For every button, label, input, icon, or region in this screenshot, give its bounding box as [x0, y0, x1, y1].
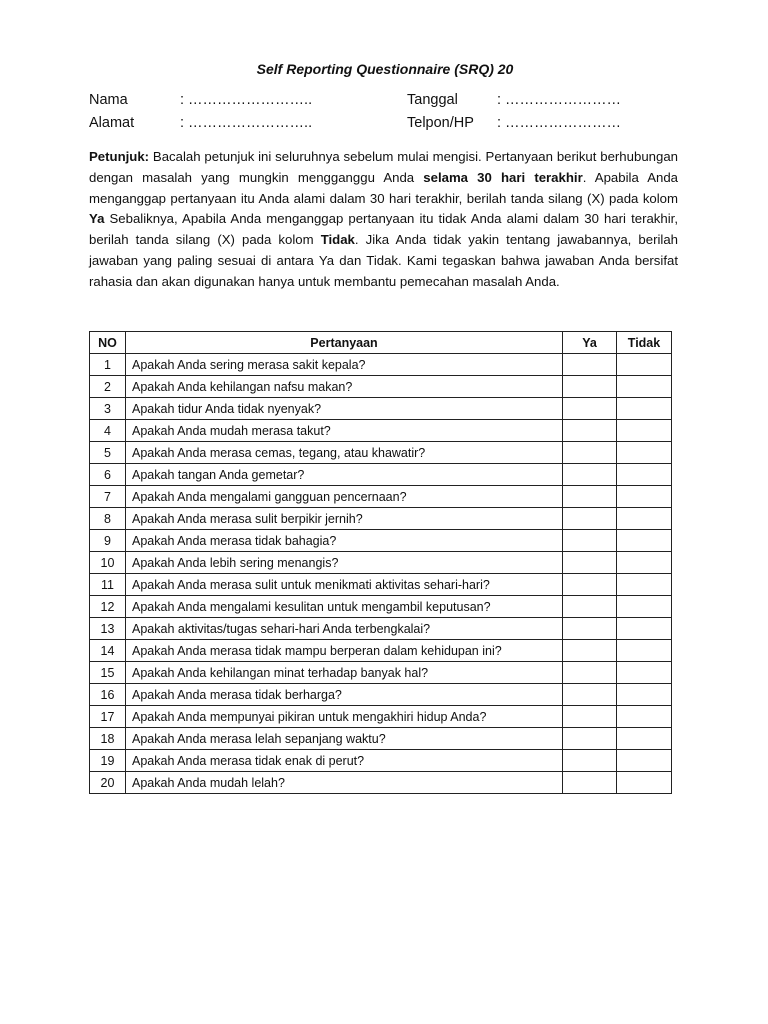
answer-ya-cell[interactable]: [563, 420, 617, 442]
table-row: [90, 750, 672, 772]
row-question: Apakah Anda kehilangan nafsu makan?: [126, 376, 563, 398]
table-row: [90, 574, 672, 596]
row-question: Apakah Anda mengalami kesulitan untuk mengambil keputusan?: [126, 596, 563, 618]
table-row: [90, 618, 672, 640]
answer-ya-cell[interactable]: [563, 442, 617, 464]
row-number: 3: [90, 398, 126, 420]
answer-tidak-cell[interactable]: [617, 508, 672, 530]
answer-tidak-cell[interactable]: [617, 574, 672, 596]
answer-ya-cell[interactable]: [563, 706, 617, 728]
table-row: [90, 508, 672, 530]
tanggal-field[interactable]: : ……………………: [497, 92, 622, 108]
instructions-lead: Petunjuk:: [89, 149, 150, 164]
table-row: [90, 728, 672, 750]
instructions-text-4: . Jika Anda tidak yakin tentang jawabannya, berilah jawaban yang paling sesuai di antara Ya dan Tidak. Kami tegaskan bahwa jawaban Anda bersifat rahasia dan akan digunakan hanya untuk membantu pemecahan masalah Anda.: [89, 232, 678, 289]
row-number: 17: [90, 706, 126, 728]
instructions-emphasis-tidak: Tidak: [320, 232, 355, 248]
answer-tidak-cell[interactable]: [617, 442, 672, 464]
row-question: Apakah aktivitas/tugas sehari-hari Anda terbengkalai?: [126, 618, 563, 640]
row-number: 18: [90, 728, 126, 750]
row-number: 5: [90, 442, 126, 464]
answer-tidak-cell[interactable]: [617, 618, 672, 640]
row-number: 15: [90, 662, 126, 684]
table-row: [90, 464, 672, 486]
header-no: NO: [90, 332, 126, 354]
answer-ya-cell[interactable]: [563, 486, 617, 508]
row-question: Apakah Anda mengalami gangguan pencernaan?: [126, 486, 563, 508]
row-question: Apakah Anda merasa tidak bahagia?: [126, 530, 563, 552]
row-number: 13: [90, 618, 126, 640]
row-question: Apakah tidur Anda tidak nyenyak?: [126, 398, 563, 420]
page-title: Self Reporting Questionnaire (SRQ) 20: [256, 61, 514, 77]
telpon-field[interactable]: : ……………………: [497, 115, 622, 131]
row-number: 16: [90, 684, 126, 706]
table-body: [90, 354, 672, 794]
answer-tidak-cell[interactable]: [617, 530, 672, 552]
instructions-emphasis-period: selama 30 hari terakhir: [423, 169, 583, 185]
answer-ya-cell[interactable]: [563, 728, 617, 750]
row-question: Apakah Anda merasa tidak mampu berperan dalam kehidupan ini?: [126, 640, 563, 662]
row-number: 14: [90, 640, 126, 662]
answer-ya-cell[interactable]: [563, 684, 617, 706]
row-question: Apakah Anda merasa tidak enak di perut?: [126, 750, 563, 772]
row-number: 6: [90, 464, 126, 486]
answer-tidak-cell[interactable]: [617, 750, 672, 772]
table-row: [90, 398, 672, 420]
row-question: Apakah Anda lebih sering menangis?: [126, 552, 563, 574]
answer-ya-cell[interactable]: [563, 464, 617, 486]
answer-tidak-cell[interactable]: [617, 728, 672, 750]
answer-tidak-cell[interactable]: [617, 486, 672, 508]
answer-tidak-cell[interactable]: [617, 706, 672, 728]
instructions-text-3: Sebaliknya, Apabila Anda menganggap pertanyaan itu tidak Anda alami dalam 30 hari terakhir, berilah tanda silang (X) pada kolom: [89, 211, 678, 248]
answer-tidak-cell[interactable]: [617, 640, 672, 662]
header-ya: Ya: [563, 332, 617, 354]
table-header-row: [90, 332, 672, 354]
nama-field[interactable]: : ……………………..: [180, 92, 313, 108]
table-row: [90, 640, 672, 662]
row-number: 9: [90, 530, 126, 552]
row-question: Apakah Anda mempunyai pikiran untuk mengakhiri hidup Anda?: [126, 706, 563, 728]
row-question: Apakah Anda kehilangan minat terhadap banyak hal?: [126, 662, 563, 684]
row-number: 1: [90, 354, 126, 376]
answer-ya-cell[interactable]: [563, 354, 617, 376]
answer-ya-cell[interactable]: [563, 530, 617, 552]
answer-ya-cell[interactable]: [563, 750, 617, 772]
answer-tidak-cell[interactable]: [617, 662, 672, 684]
answer-tidak-cell[interactable]: [617, 464, 672, 486]
answer-tidak-cell[interactable]: [617, 398, 672, 420]
row-number: 8: [90, 508, 126, 530]
answer-tidak-cell[interactable]: [617, 684, 672, 706]
table-row: [90, 684, 672, 706]
instructions-text-1: Bacalah petunjuk ini seluruhnya sebelum mulai mengisi. Pertanyaan berikut berhubungan dengan masalah yang mungkin mengganggu Anda: [89, 149, 678, 185]
answer-ya-cell[interactable]: [563, 772, 617, 794]
answer-ya-cell[interactable]: [563, 398, 617, 420]
row-question: Apakah Anda merasa sulit berpikir jernih?: [126, 508, 563, 530]
instructions-paragraph: [89, 147, 678, 293]
table-row: [90, 662, 672, 684]
answer-ya-cell[interactable]: [563, 662, 617, 684]
answer-ya-cell[interactable]: [563, 552, 617, 574]
table-row: [90, 552, 672, 574]
nama-label: Nama: [89, 92, 128, 108]
answer-ya-cell[interactable]: [563, 508, 617, 530]
row-number: 20: [90, 772, 126, 794]
row-question: Apakah Anda sering merasa sakit kepala?: [126, 354, 563, 376]
table-row: [90, 486, 672, 508]
row-question: Apakah Anda mudah merasa takut?: [126, 420, 563, 442]
answer-ya-cell[interactable]: [563, 618, 617, 640]
row-question: Apakah Anda merasa sulit untuk menikmati aktivitas sehari-hari?: [126, 574, 563, 596]
answer-tidak-cell[interactable]: [617, 552, 672, 574]
row-number: 11: [90, 574, 126, 596]
alamat-field[interactable]: : ……………………..: [180, 115, 313, 131]
answer-tidak-cell[interactable]: [617, 376, 672, 398]
answer-tidak-cell[interactable]: [617, 596, 672, 618]
row-question: Apakah Anda merasa lelah sepanjang waktu?: [126, 728, 563, 750]
instructions-emphasis-ya: Ya: [89, 211, 105, 227]
row-number: 7: [90, 486, 126, 508]
answer-ya-cell[interactable]: [563, 574, 617, 596]
row-number: 10: [90, 552, 126, 574]
table-row: [90, 530, 672, 552]
alamat-label: Alamat: [89, 115, 135, 131]
tanggal-label: Tanggal: [407, 92, 458, 108]
table-row: [90, 596, 672, 618]
table-row: [90, 376, 672, 398]
table-row: [90, 354, 672, 376]
answer-ya-cell[interactable]: [563, 376, 617, 398]
answer-ya-cell[interactable]: [563, 640, 617, 662]
instructions-text-2: . Apabila Anda menganggap pertanyaan itu Anda alami dalam 30 hari terakhir, berilah tanda silang (X) pada kolom: [89, 169, 679, 206]
table-row: [90, 706, 672, 728]
answer-tidak-cell[interactable]: [617, 420, 672, 442]
row-question: Apakah Anda merasa tidak berharga?: [126, 684, 563, 706]
row-number: 12: [90, 596, 126, 618]
row-number: 4: [90, 420, 126, 442]
answer-ya-cell[interactable]: [563, 596, 617, 618]
questionnaire-table: [89, 331, 672, 794]
answer-tidak-cell[interactable]: [617, 772, 672, 794]
header-question: Pertanyaan: [126, 332, 563, 354]
header-tidak: Tidak: [617, 332, 672, 354]
telpon-label: Telpon/HP: [407, 115, 474, 131]
table-row: [90, 772, 672, 794]
row-number: 2: [90, 376, 126, 398]
table-row: [90, 442, 672, 464]
row-question: Apakah Anda mudah lelah?: [126, 772, 563, 794]
table-row: [90, 420, 672, 442]
row-number: 19: [90, 750, 126, 772]
row-question: Apakah Anda merasa cemas, tegang, atau khawatir?: [126, 442, 563, 464]
row-question: Apakah tangan Anda gemetar?: [126, 464, 563, 486]
answer-tidak-cell[interactable]: [617, 354, 672, 376]
